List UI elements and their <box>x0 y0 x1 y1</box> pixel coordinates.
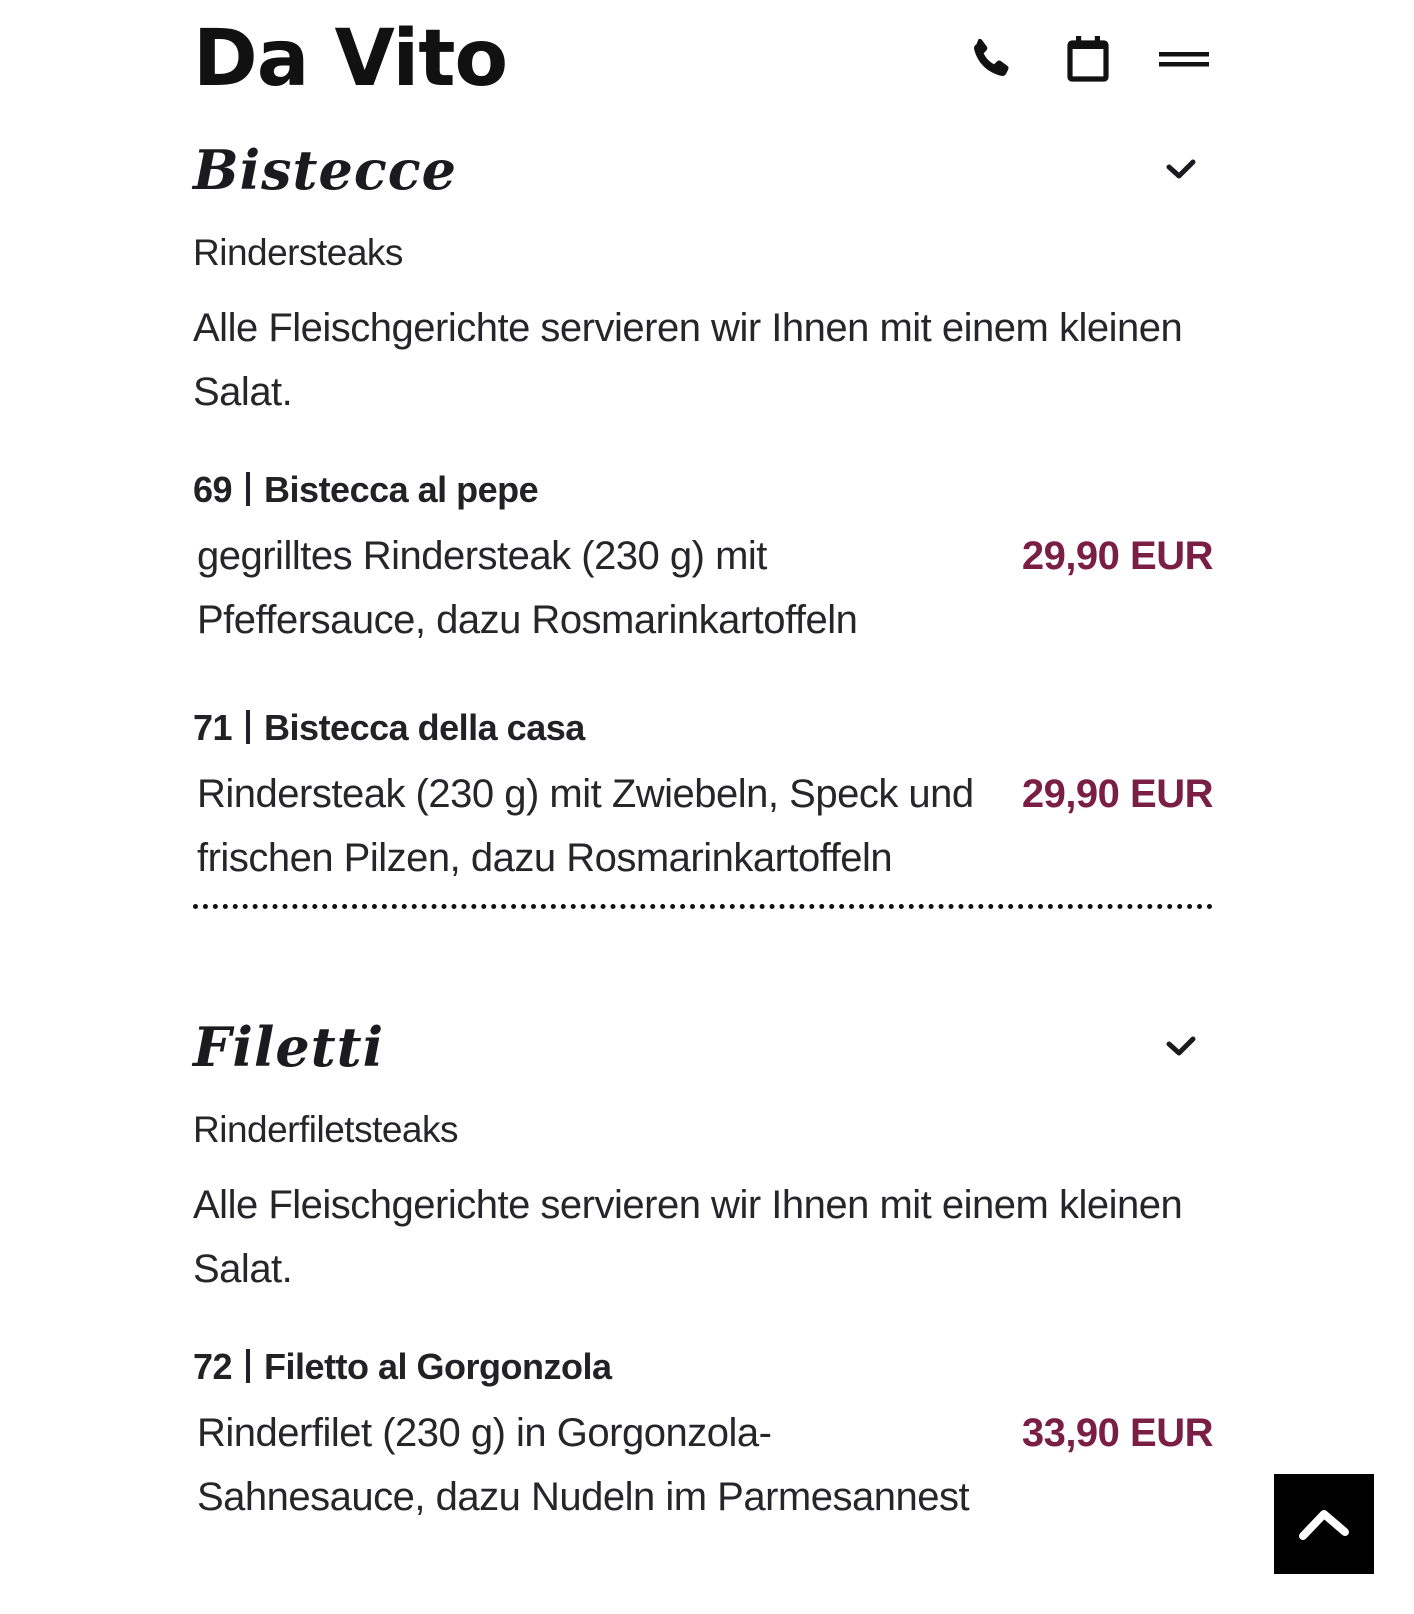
dish-number: 72 <box>193 1346 233 1387</box>
dish-item <box>193 704 1213 890</box>
calendar-icon[interactable] <box>1059 30 1117 88</box>
section-header[interactable] <box>193 130 1213 220</box>
chevron-down-icon[interactable] <box>1161 1027 1201 1067</box>
section-header[interactable] <box>193 1007 1213 1097</box>
section-bistecce <box>193 130 1213 909</box>
page-container <box>193 0 1213 1529</box>
dish-body <box>193 1401 1213 1529</box>
dish-body <box>193 524 1213 652</box>
section-subtitle: Rinderfiletsteaks <box>193 1109 459 1150</box>
dish-name: Filetto al Gorgonzola <box>264 1346 612 1387</box>
back-to-top-button[interactable] <box>1274 1474 1374 1574</box>
section-note: Alle Fleischgerichte servieren wir Ihnen mit einem kleinen Salat. <box>193 1183 1183 1291</box>
dish-title <box>193 1343 1213 1391</box>
section-filetti <box>193 1007 1213 1529</box>
dish-item <box>193 1343 1213 1529</box>
dish-description: gegrilltes Rindersteak (230 g) mit Pfeffersauce, dazu Rosmarinkartoffeln <box>197 534 858 642</box>
section-note: Alle Fleischgerichte servieren wir Ihnen mit einem kleinen Salat. <box>193 306 1183 414</box>
dish-number: 69 <box>193 469 233 510</box>
separator <box>246 710 250 744</box>
dish-name: Bistecca al pepe <box>264 469 539 510</box>
header-actions <box>963 30 1213 88</box>
chevron-down-icon[interactable] <box>1161 150 1201 190</box>
dish-description: Rinderfilet (230 g) in Gorgonzola-Sahnesauce, dazu Nudeln im Parmesannest <box>197 1411 970 1519</box>
dish-title <box>193 704 1213 752</box>
separator <box>246 472 250 506</box>
chevron-up-icon <box>1297 1504 1351 1544</box>
dish-item <box>193 466 1213 652</box>
section-title: Filetti <box>193 1015 385 1079</box>
phone-icon[interactable] <box>963 30 1021 88</box>
separator <box>246 1349 250 1383</box>
dish-body <box>193 762 1213 890</box>
section-title: Bistecce <box>193 138 457 202</box>
dish-number: 71 <box>193 707 233 748</box>
dish-name: Bistecca della casa <box>264 707 585 748</box>
menu-icon[interactable] <box>1155 30 1213 88</box>
section-divider <box>193 904 1213 909</box>
dish-price: 33,90 EUR <box>1021 1411 1213 1455</box>
dish-description: Rindersteak (230 g) mit Zwiebeln, Speck und frischen Pilzen, dazu Rosmarinkartoffeln <box>197 772 974 880</box>
dish-price: 29,90 EUR <box>1021 534 1213 578</box>
section-subtitle: Rindersteaks <box>193 232 403 273</box>
dish-price: 29,90 EUR <box>1021 772 1213 816</box>
dish-title <box>193 466 1213 514</box>
logo[interactable]: Da Vito <box>193 14 508 104</box>
site-header <box>193 0 1213 130</box>
